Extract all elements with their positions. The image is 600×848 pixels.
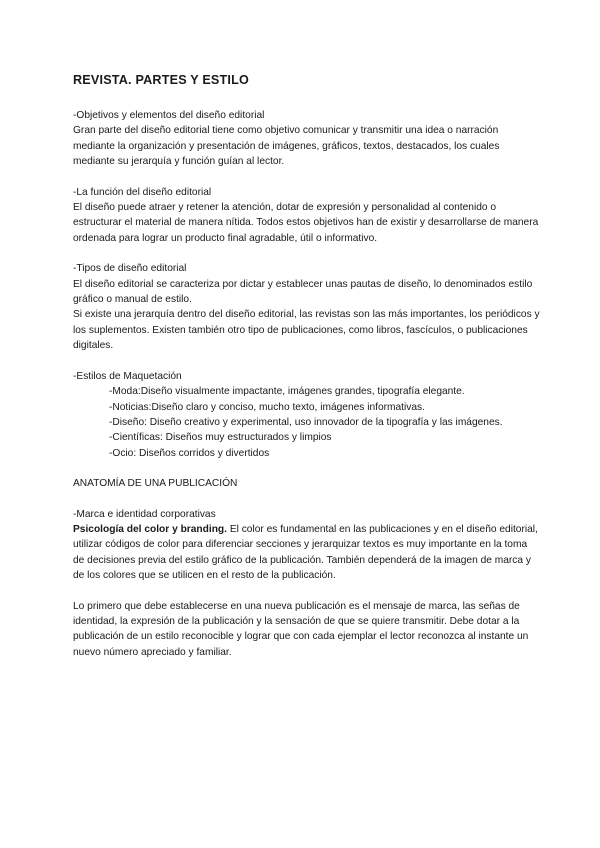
section-paragraph: El diseño puede atraer y retener la atención, dotar de expresión y personalidad al contenido o estructurar el material de manera nítida. Todos estos objetivos han de existir y desarrollarse de manera ordenada para lograr un producto final agradable, útil o informativo.	[73, 202, 539, 244]
bold-lead: Psicología del color y branding.	[73, 523, 227, 535]
section-paragraph	[73, 522, 540, 584]
section-heading: -Estilos de Maquetación	[73, 370, 182, 382]
list-item: -Diseño: Diseño creativo y experimental, uso innovador de la tipografía y las imágenes.	[109, 416, 503, 428]
section-objetivos	[73, 108, 540, 170]
section-heading: -Tipos de diseño editorial	[73, 263, 187, 275]
list-item: -Noticias:Diseño claro y conciso, mucho texto, imágenes informativas.	[109, 401, 425, 413]
section-estilos	[73, 369, 540, 461]
section-heading: -La función del diseño editorial	[73, 186, 212, 198]
section-paragraph: Si existe una jerarquía dentro del diseño editorial, las revistas son las más importantes, los periódicos y los suplementos. Existen también otro tipo de publicaciones, como libros, fascículos, o publicaciones digitales.	[73, 309, 540, 352]
section-paragraph: Lo primero que debe establecerse en una nueva publicación es el mensaje de marca, las señas de identidad, la expresión de la publicación y la sensación de que se quiere transmitir. Debe dotar a la publicación de un estilo reconocible y lograr que con cada ejemplar el lector reconozca al instante un nuevo número apreciado y familiar.	[73, 600, 529, 658]
section-marca-2	[73, 599, 540, 661]
list-item: -Científicas: Diseños muy estructurados y limpios	[109, 432, 332, 444]
section-marca	[73, 507, 540, 584]
document-title: REVISTA. PARTES Y ESTILO	[73, 73, 250, 87]
section-subtitle: ANATOMÍA DE UNA PUBLICACIÓN	[73, 478, 238, 490]
paragraph-text: El color es fundamental en las publicaciones y en el diseño editorial, utilizar códigos de color para diferenciar secciones y jerarquizar textos es muy importante en la toma de decisiones previa del estilo gráfico de la publicación. También dependerá de la imagen de marca y de los colores que se utilicen en el resto de la publicación.	[73, 523, 538, 582]
list-item: -Moda:Diseño visualmente impactante, imágenes grandes, tipografía elegante.	[109, 386, 465, 398]
section-heading: -Marca e identidad corporativas	[73, 508, 216, 520]
section-tipos	[73, 261, 540, 353]
section-heading: -Objetivos y elementos del diseño editorial	[73, 110, 265, 121]
section-funcion	[73, 185, 540, 247]
list-item: -Ocio: Diseños corridos y divertidos	[109, 447, 270, 459]
section-paragraph: Gran parte del diseño editorial tiene como objetivo comunicar y transmitir una idea o narración mediante la organización y presentación de imágenes, gráficos, textos, destacados, los cuales mediante su jerarquía y función guían al lector.	[73, 125, 500, 168]
section-paragraph: El diseño editorial se caracteriza por dictar y establecer unas pautas de diseño, lo denominados estilo gráfico o manual de estilo.	[73, 278, 533, 306]
